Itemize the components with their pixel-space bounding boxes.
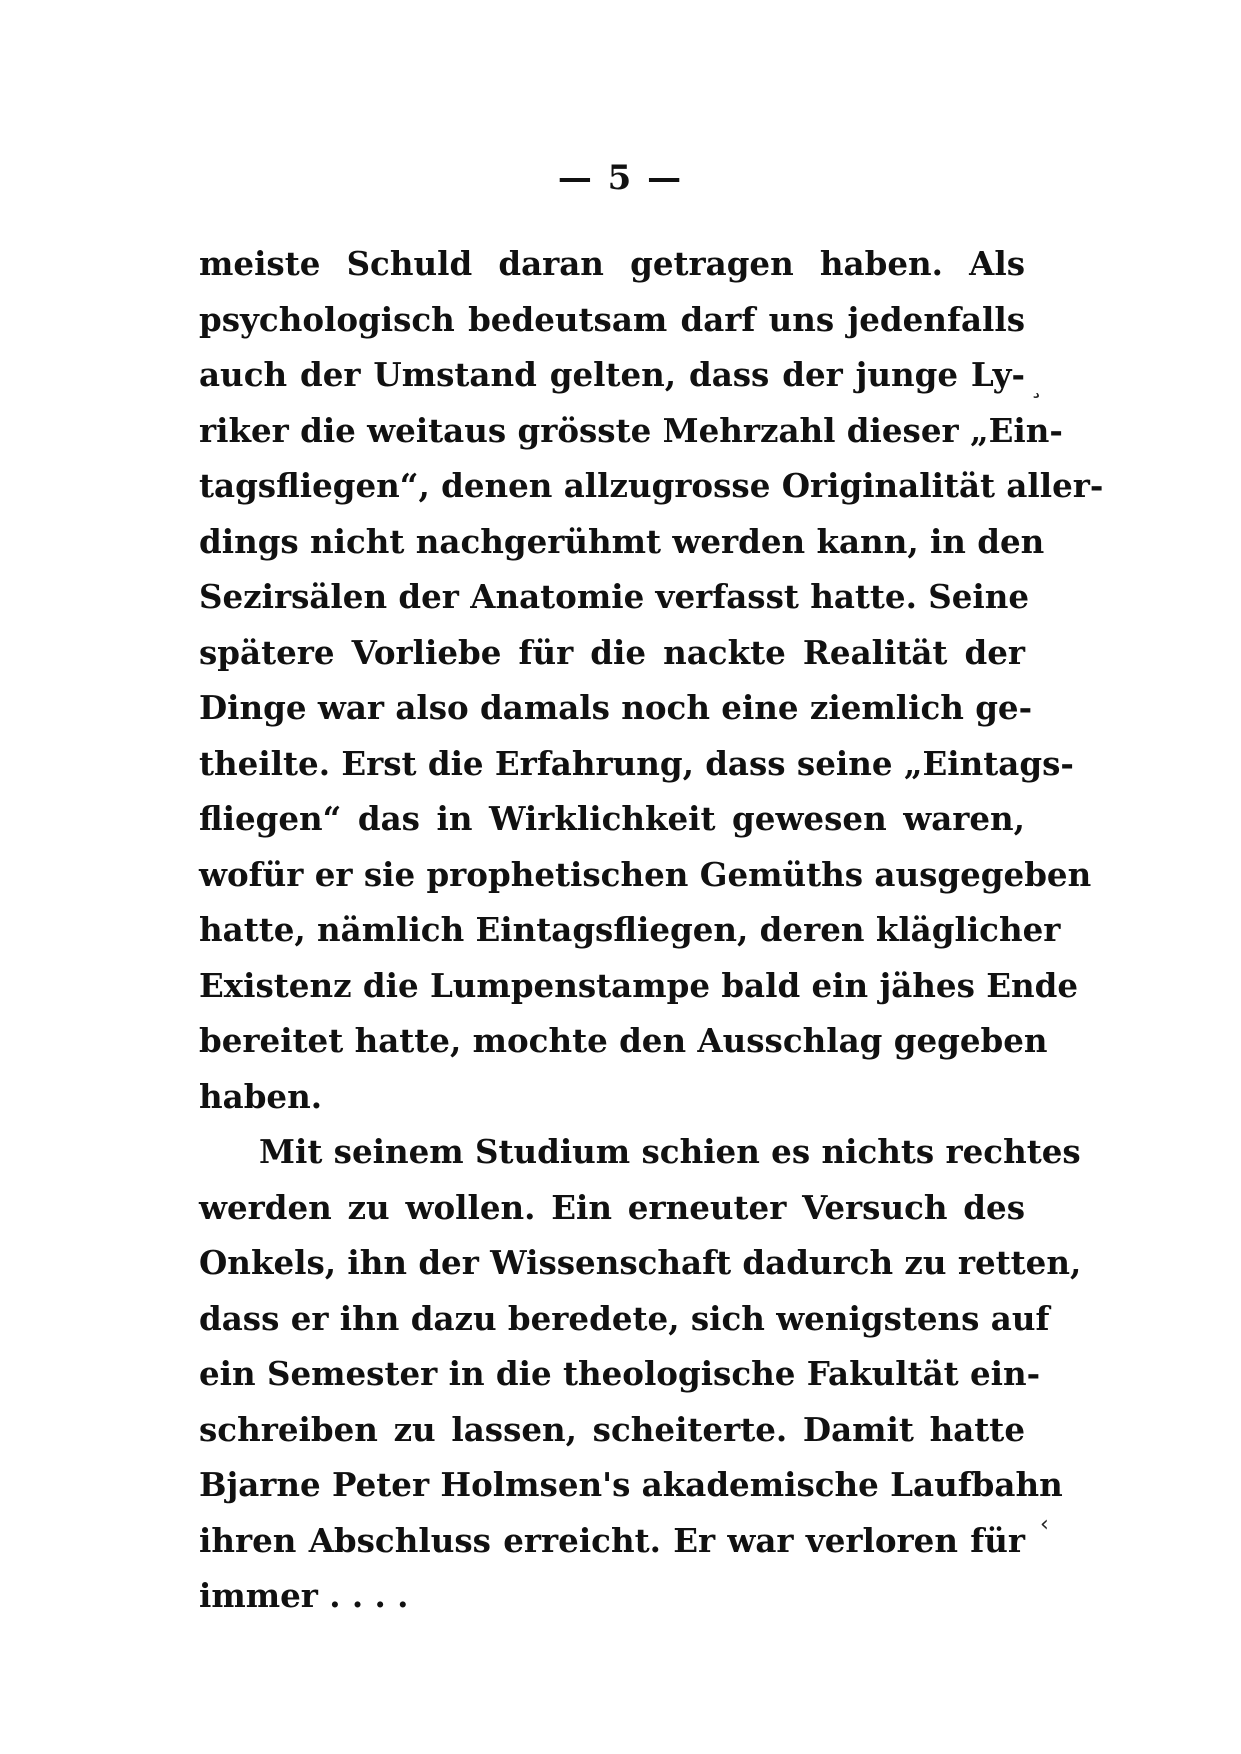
text-line: auch der Umstand gelten, dass der junge Ly-: [199, 355, 1025, 394]
text-line: ihren Abschluss erreicht. Er war verloren für: [199, 1520, 1025, 1560]
paragraph-1: [199, 236, 1104, 1124]
text-line: bereitet hatte, mochte den Ausschlag gegeben: [199, 1021, 1048, 1060]
text-line: schreiben zu lassen, scheiterte. Damit hatte: [199, 1409, 1025, 1449]
text-line: immer . . . .: [199, 1576, 409, 1615]
text-line: werden zu wollen. Ein erneuter Versuch des: [199, 1187, 1025, 1227]
text-line: Onkels, ihn der Wissenschaft dadurch zu retten,: [199, 1243, 1082, 1282]
text-line: theilte. Erst die Erfahrung, dass seine „Eintags-: [199, 743, 1074, 783]
text-line: tagsfliegen“, denen allzugrosse Originalität aller-: [199, 466, 1104, 505]
text-line: Mit seinem Studium schien es nichts rechtes: [259, 1132, 1081, 1171]
text-line: hatte, nämlich Eintagsfliegen, deren kläglicher: [199, 910, 1061, 949]
text-line: Dinge war also damals noch eine ziemlich ge-: [199, 688, 1033, 727]
text-line: haben.: [199, 1076, 323, 1116]
text-line: meiste Schuld daran getragen haben. Als: [199, 244, 1025, 283]
text-line: Bjarne Peter Holmsen's akademische Laufbahn: [199, 1465, 1063, 1504]
text-line: wofür er sie prophetischen Gemüths ausgegeben: [199, 854, 1092, 894]
text-line: Sezirsälen der Anatomie verfasst hatte. Seine: [199, 577, 1030, 616]
text-line: riker die weitaus grösste Mehrzahl dieser „Ein-: [199, 410, 1063, 450]
text-line: spätere Vorliebe für die nackte Realität der: [199, 632, 1025, 672]
paragraph-2: [199, 1124, 1082, 1624]
page-number: — 5 —: [557, 158, 684, 198]
margin-mark: ¸: [1030, 370, 1043, 400]
text-line: dings nicht nachgerühmt werden kann, in den: [199, 521, 1045, 561]
text-line: ein Semester in die theologische Fakultät ein-: [199, 1354, 1041, 1393]
text-line: dass er ihn dazu beredete, sich wenigstens auf: [199, 1298, 1050, 1338]
margin-mark: ‹: [1040, 1512, 1049, 1537]
text-line: fliegen“ das in Wirklichkeit gewesen waren,: [199, 799, 1025, 838]
text-line: Existenz die Lumpenstampe bald ein jähes Ende: [199, 965, 1078, 1005]
text-line: psychologisch bedeutsam darf uns jedenfalls: [199, 299, 1025, 339]
